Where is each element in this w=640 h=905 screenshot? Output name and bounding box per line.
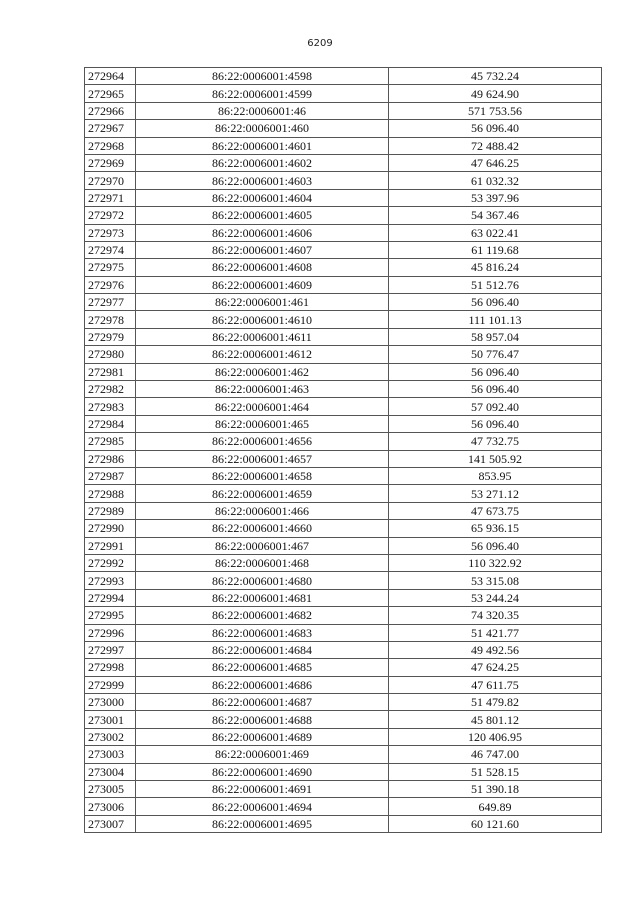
row-number-cell: 272997 [85, 641, 136, 658]
cadastral-number-cell: 86:22:0006001:4609 [136, 276, 389, 293]
cadastral-value-cell: 141 505.92 [389, 450, 602, 467]
table-row [85, 520, 602, 537]
table-row [85, 676, 602, 693]
cadastral-number-cell: 86:22:0006001:4612 [136, 346, 389, 363]
table-row [85, 172, 602, 189]
cadastral-value-cell: 60 121.60 [389, 815, 602, 832]
cadastral-number-cell: 86:22:0006001:4602 [136, 154, 389, 171]
row-number-cell: 272995 [85, 607, 136, 624]
cadastral-number-cell: 86:22:0006001:4605 [136, 207, 389, 224]
cadastral-number-cell: 86:22:0006001:46 [136, 102, 389, 119]
cadastral-value-cell: 853.95 [389, 467, 602, 484]
cadastral-number-cell: 86:22:0006001:4689 [136, 728, 389, 745]
table-body [85, 68, 602, 833]
row-number-cell: 272994 [85, 589, 136, 606]
table-row [85, 467, 602, 484]
row-number-cell: 272977 [85, 294, 136, 311]
row-number-cell: 272981 [85, 363, 136, 380]
table-row [85, 572, 602, 589]
table-row [85, 311, 602, 328]
table-row [85, 815, 602, 832]
row-number-cell: 272972 [85, 207, 136, 224]
row-number-cell: 272964 [85, 68, 136, 85]
row-number-cell: 272993 [85, 572, 136, 589]
cadastral-number-cell: 86:22:0006001:469 [136, 746, 389, 763]
cadastral-number-cell: 86:22:0006001:4610 [136, 311, 389, 328]
cadastral-number-cell: 86:22:0006001:4691 [136, 781, 389, 798]
row-number-cell: 272967 [85, 120, 136, 137]
cadastral-value-cell: 649.89 [389, 798, 602, 815]
row-number-cell: 272986 [85, 450, 136, 467]
row-number-cell: 272996 [85, 624, 136, 641]
cadastral-number-cell: 86:22:0006001:464 [136, 398, 389, 415]
cadastral-value-cell: 47 646.25 [389, 154, 602, 171]
cadastral-number-cell: 86:22:0006001:468 [136, 554, 389, 571]
table-row [85, 398, 602, 415]
row-number-cell: 272992 [85, 554, 136, 571]
cadastral-number-cell: 86:22:0006001:467 [136, 537, 389, 554]
row-number-cell: 273001 [85, 711, 136, 728]
table-row [85, 798, 602, 815]
cadastral-value-cell: 51 390.18 [389, 781, 602, 798]
cadastral-number-cell: 86:22:0006001:4598 [136, 68, 389, 85]
table-row [85, 554, 602, 571]
cadastral-value-cell: 63 022.41 [389, 224, 602, 241]
cadastral-number-cell: 86:22:0006001:4683 [136, 624, 389, 641]
cadastral-value-cell: 49 492.56 [389, 641, 602, 658]
table-row [85, 241, 602, 258]
cadastral-number-cell: 86:22:0006001:4658 [136, 467, 389, 484]
cadastral-value-cell: 56 096.40 [389, 381, 602, 398]
table-row [85, 102, 602, 119]
cadastral-value-cell: 56 096.40 [389, 120, 602, 137]
row-number-cell: 272985 [85, 433, 136, 450]
table-row [85, 381, 602, 398]
table-row [85, 154, 602, 171]
cadastral-number-cell: 86:22:0006001:4601 [136, 137, 389, 154]
row-number-cell: 273000 [85, 694, 136, 711]
row-number-cell: 272971 [85, 189, 136, 206]
row-number-cell: 272974 [85, 241, 136, 258]
table-row [85, 694, 602, 711]
cadastral-number-cell: 86:22:0006001:460 [136, 120, 389, 137]
row-number-cell: 272980 [85, 346, 136, 363]
cadastral-number-cell: 86:22:0006001:4695 [136, 815, 389, 832]
table-row [85, 607, 602, 624]
cadastral-value-cell: 65 936.15 [389, 520, 602, 537]
cadastral-number-cell: 86:22:0006001:4659 [136, 485, 389, 502]
table-row [85, 363, 602, 380]
table-row [85, 763, 602, 780]
cadastral-number-cell: 86:22:0006001:4660 [136, 520, 389, 537]
table-row [85, 641, 602, 658]
cadastral-value-cell: 56 096.40 [389, 415, 602, 432]
cadastral-number-cell: 86:22:0006001:465 [136, 415, 389, 432]
table-row [85, 485, 602, 502]
table-row [85, 346, 602, 363]
table-row [85, 728, 602, 745]
cadastral-number-cell: 86:22:0006001:463 [136, 381, 389, 398]
cadastral-value-cell: 56 096.40 [389, 363, 602, 380]
cadastral-number-cell: 86:22:0006001:4687 [136, 694, 389, 711]
row-number-cell: 272968 [85, 137, 136, 154]
row-number-cell: 272982 [85, 381, 136, 398]
row-number-cell: 273007 [85, 815, 136, 832]
cadastral-number-cell: 86:22:0006001:4606 [136, 224, 389, 241]
table-row [85, 659, 602, 676]
cadastral-number-cell: 86:22:0006001:4694 [136, 798, 389, 815]
cadastral-value-cell: 53 244.24 [389, 589, 602, 606]
row-number-cell: 272988 [85, 485, 136, 502]
row-number-cell: 273003 [85, 746, 136, 763]
table-row [85, 746, 602, 763]
row-number-cell: 272984 [85, 415, 136, 432]
cadastral-number-cell: 86:22:0006001:4688 [136, 711, 389, 728]
cadastral-value-cell: 51 479.82 [389, 694, 602, 711]
cadastral-value-cell: 50 776.47 [389, 346, 602, 363]
table-row [85, 137, 602, 154]
table-row [85, 589, 602, 606]
row-number-cell: 272990 [85, 520, 136, 537]
cadastral-value-cell: 53 271.12 [389, 485, 602, 502]
cadastral-value-cell: 51 421.77 [389, 624, 602, 641]
cadastral-value-cell: 45 816.24 [389, 259, 602, 276]
row-number-cell: 272983 [85, 398, 136, 415]
cadastral-value-cell: 45 732.24 [389, 68, 602, 85]
cadastral-number-cell: 86:22:0006001:4611 [136, 328, 389, 345]
table-row [85, 415, 602, 432]
cadastral-number-cell: 86:22:0006001:4657 [136, 450, 389, 467]
row-number-cell: 272979 [85, 328, 136, 345]
row-number-cell: 273004 [85, 763, 136, 780]
cadastral-value-cell: 51 512.76 [389, 276, 602, 293]
table-row [85, 711, 602, 728]
table-row [85, 328, 602, 345]
table-row [85, 259, 602, 276]
cadastral-number-cell: 86:22:0006001:466 [136, 502, 389, 519]
row-number-cell: 272978 [85, 311, 136, 328]
row-number-cell: 272965 [85, 85, 136, 102]
cadastral-value-cell: 120 406.95 [389, 728, 602, 745]
cadastral-number-cell: 86:22:0006001:4603 [136, 172, 389, 189]
row-number-cell: 273005 [85, 781, 136, 798]
cadastral-number-cell: 86:22:0006001:461 [136, 294, 389, 311]
table-row [85, 189, 602, 206]
row-number-cell: 272966 [85, 102, 136, 119]
cadastral-value-cell: 571 753.56 [389, 102, 602, 119]
row-number-cell: 272991 [85, 537, 136, 554]
table-row [85, 68, 602, 85]
cadastral-number-cell: 86:22:0006001:462 [136, 363, 389, 380]
table-row [85, 537, 602, 554]
cadastral-value-cell: 53 315.08 [389, 572, 602, 589]
cadastral-number-cell: 86:22:0006001:4685 [136, 659, 389, 676]
row-number-cell: 272976 [85, 276, 136, 293]
table-row [85, 781, 602, 798]
cadastral-number-cell: 86:22:0006001:4607 [136, 241, 389, 258]
cadastral-value-cell: 54 367.46 [389, 207, 602, 224]
row-number-cell: 272987 [85, 467, 136, 484]
cadastral-value-cell: 111 101.13 [389, 311, 602, 328]
table-row [85, 433, 602, 450]
row-number-cell: 273002 [85, 728, 136, 745]
row-number-cell: 272998 [85, 659, 136, 676]
table-row [85, 207, 602, 224]
row-number-cell: 273006 [85, 798, 136, 815]
cadastral-value-cell: 57 092.40 [389, 398, 602, 415]
cadastral-number-cell: 86:22:0006001:4604 [136, 189, 389, 206]
row-number-cell: 272989 [85, 502, 136, 519]
table-row [85, 624, 602, 641]
table-row [85, 224, 602, 241]
table-row [85, 120, 602, 137]
cadastral-number-cell: 86:22:0006001:4684 [136, 641, 389, 658]
row-number-cell: 272970 [85, 172, 136, 189]
cadastral-number-cell: 86:22:0006001:4680 [136, 572, 389, 589]
cadastral-value-cell: 58 957.04 [389, 328, 602, 345]
cadastral-number-cell: 86:22:0006001:4686 [136, 676, 389, 693]
cadastral-value-cell: 45 801.12 [389, 711, 602, 728]
cadastral-value-cell: 47 673.75 [389, 502, 602, 519]
row-number-cell: 272973 [85, 224, 136, 241]
page-number: 6209 [307, 38, 333, 49]
cadastral-value-cell: 61 119.68 [389, 241, 602, 258]
cadastral-value-cell: 74 320.35 [389, 607, 602, 624]
cadastral-value-cell: 47 611.75 [389, 676, 602, 693]
cadastral-value-cell: 47 624.25 [389, 659, 602, 676]
cadastral-number-cell: 86:22:0006001:4681 [136, 589, 389, 606]
cadastral-number-cell: 86:22:0006001:4690 [136, 763, 389, 780]
table-row [85, 502, 602, 519]
cadastral-value-cell: 56 096.40 [389, 537, 602, 554]
table-row [85, 85, 602, 102]
cadastral-value-cell: 47 732.75 [389, 433, 602, 450]
cadastral-number-cell: 86:22:0006001:4608 [136, 259, 389, 276]
cadastral-value-cell: 56 096.40 [389, 294, 602, 311]
cadastral-value-table [84, 67, 602, 833]
cadastral-value-cell: 72 488.42 [389, 137, 602, 154]
cadastral-value-cell: 110 322.92 [389, 554, 602, 571]
cadastral-value-cell: 51 528.15 [389, 763, 602, 780]
cadastral-number-cell: 86:22:0006001:4599 [136, 85, 389, 102]
cadastral-value-cell: 49 624.90 [389, 85, 602, 102]
cadastral-number-cell: 86:22:0006001:4656 [136, 433, 389, 450]
table-row [85, 276, 602, 293]
row-number-cell: 272999 [85, 676, 136, 693]
table-row [85, 450, 602, 467]
row-number-cell: 272975 [85, 259, 136, 276]
cadastral-value-cell: 53 397.96 [389, 189, 602, 206]
cadastral-value-cell: 46 747.00 [389, 746, 602, 763]
table-row [85, 294, 602, 311]
cadastral-number-cell: 86:22:0006001:4682 [136, 607, 389, 624]
cadastral-value-cell: 61 032.32 [389, 172, 602, 189]
row-number-cell: 272969 [85, 154, 136, 171]
